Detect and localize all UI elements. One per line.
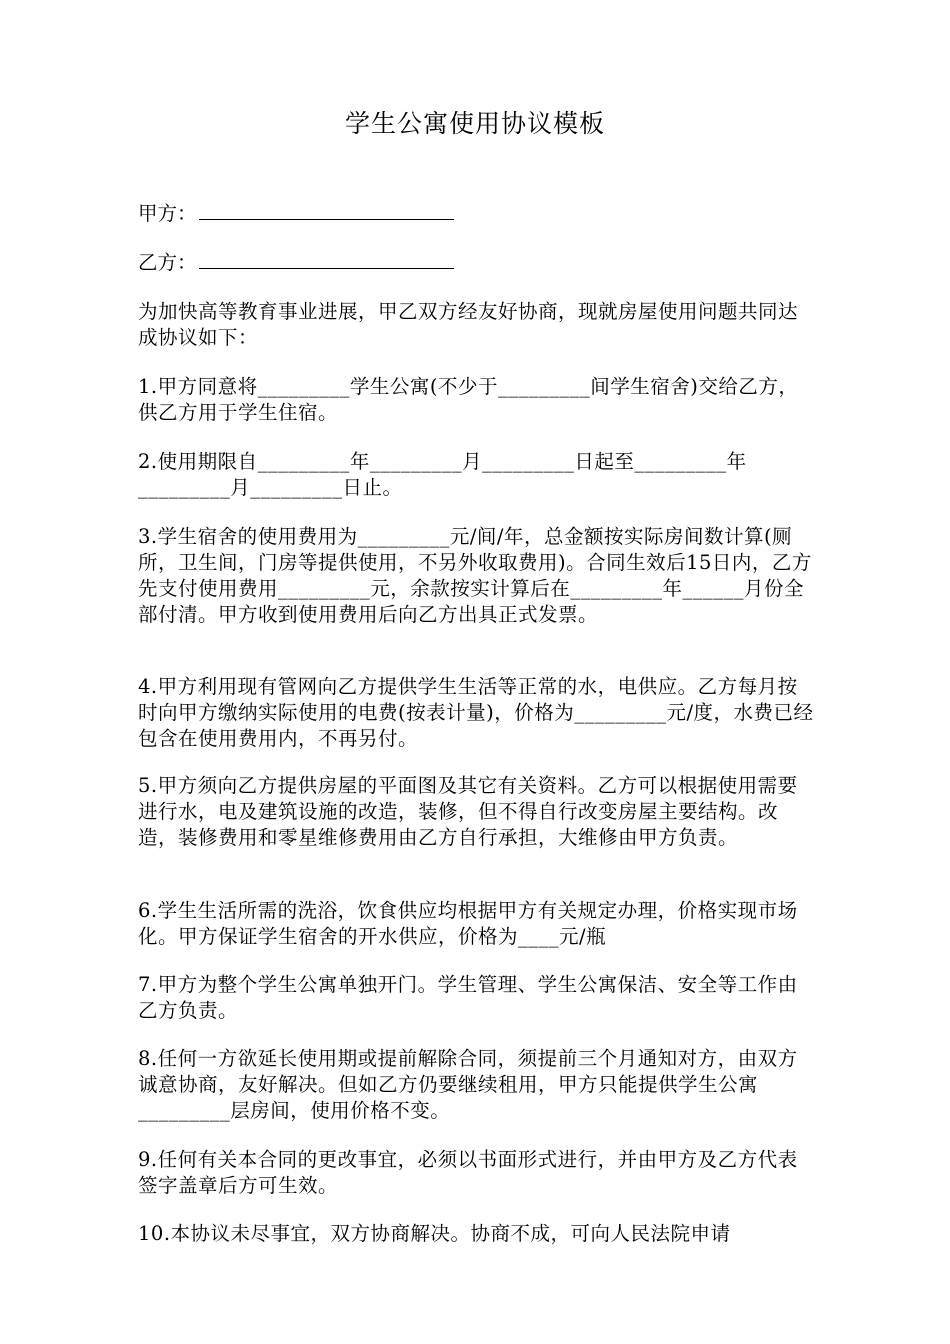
document-title: 学生公寓使用协议模板 [344, 109, 605, 138]
intro-paragraph: 为加快高等教育事业进展，甲乙双方经友好协商，现就房屋使用问题共同达成协议如下： [138, 300, 799, 349]
party-b-blank-line [199, 250, 454, 269]
clause-3: 3.学生宿舍的使用费用为_________元/间/年，总金额按实际房间数计算(厕所，卫生间，门房等提供使用，不另外收取费用)。合同生效后15日内，乙方先支付使用费用_________元，余款按实计算后在_________年______月份全部付清。甲方收到使用费用后向乙方出具正式发票。 [138, 525, 812, 626]
clause-9: 9.任何有关本合同的更改事宜，必须以书面形式进行，并由甲方及乙方代表签字盖章后方可生效。 [138, 1148, 798, 1197]
party-a-label: 甲方： [138, 202, 197, 225]
party-b-label: 乙方： [138, 251, 197, 274]
clause-7: 7.甲方为整个学生公寓单独开门。学生管理、学生公寓保洁、安全等工作由乙方负责。 [138, 973, 798, 1022]
party-a-row [138, 201, 454, 227]
clause-8: 8.任何一方欲延长使用期或提前解除合同，须提前三个月通知对方，由双方诚意协商，友好解决。但如乙方仍要继续租用，甲方只能提供学生公寓_________层房间，使用价格不变。 [138, 1047, 798, 1122]
party-a-blank-line [199, 201, 454, 220]
clause-5: 5.甲方须向乙方提供房屋的平面图及其它有关资料。乙方可以根据使用需要进行水，电及建筑设施的改造，装修，但不得自行改变房屋主要结构。改造，装修费用和零星维修费用由乙方自行承担，大维修由甲方负责。 [138, 774, 798, 849]
clause-1: 1.甲方同意将_________学生公寓(不少于_________间学生宿舍)交给乙方，供乙方用于学生住宿。 [138, 375, 799, 424]
party-b-row [138, 250, 454, 276]
clause-10: 10.本协议未尽事宜，双方协商解决。协商不成，可向人民法院申请 [138, 1222, 731, 1245]
clause-6: 6.学生生活所需的洗浴，饮食供应均根据甲方有关规定办理，价格实现市场化。甲方保证学生宿舍的开水供应，价格为____元/瓶 [138, 899, 798, 948]
clause-2: 2.使用期限自_________年_________月_________日起至_________年_________月_________日止。 [138, 450, 747, 499]
clause-4: 4.甲方利用现有管网向乙方提供学生生活等正常的水，电供应。乙方每月按时向甲方缴纳实际使用的电费(按表计量)，价格为_________元/度，水费已经包含在使用费用内，不再另付。 [138, 675, 814, 750]
